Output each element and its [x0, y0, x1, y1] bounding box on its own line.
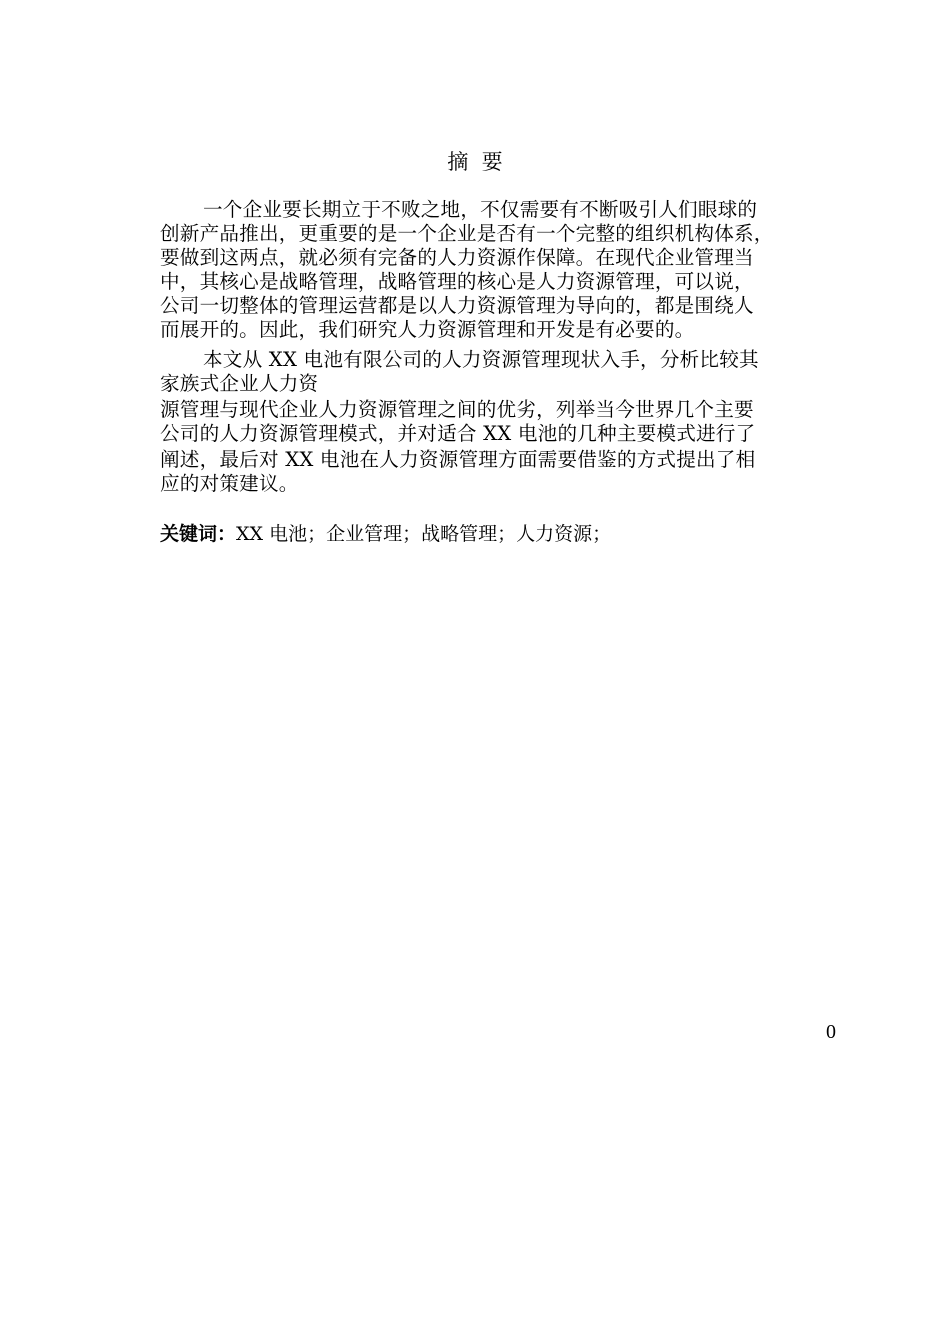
paragraph2-line: 阐述，最后对 XX 电池在人力资源管理方面需要借鉴的方式提出了相: [160, 448, 756, 471]
keywords-text: XX 电池；企业管理；战略管理；人力资源；: [236, 523, 612, 545]
paragraph2-line: 本文从 XX 电池有限公司的人力资源管理现状入手，分析比较其: [203, 348, 759, 371]
paragraph2-line: 家族式企业人力资: [160, 372, 319, 395]
paragraph1-line: 而展开的。因此，我们研究人力资源管理和开发是有必要的。: [160, 318, 695, 341]
paragraph1-line: 中，其核心是战略管理，战略管理的核心是人力资源管理，可以说，: [160, 270, 754, 293]
page-number: 0: [826, 1021, 836, 1043]
paragraph2-line: 源管理与现代企业人力资源管理之间的优劣，列举当今世界几个主要: [160, 398, 754, 421]
paragraph2-line: 应的对策建议。: [160, 472, 299, 495]
paragraph1-line: 公司一切整体的管理运营都是以人力资源管理为导向的，都是围绕人: [160, 294, 754, 317]
keywords-line: [160, 522, 611, 546]
keywords-label: 关键词：: [160, 523, 237, 545]
abstract-title: 摘 要: [447, 150, 503, 174]
paragraph2-line: 公司的人力资源管理模式，并对适合 XX 电池的几种主要模式进行了: [160, 422, 756, 445]
paragraph1-line: 一个企业要长期立于不败之地，不仅需要有不断吸引人们眼球的: [203, 198, 758, 221]
paragraph1-line: 创新产品推出，更重要的是一个企业是否有一个完整的组织机构体系，: [160, 222, 774, 245]
paragraph1-line: 要做到这两点，就必须有完备的人力资源作保障。在现代企业管理当: [160, 246, 754, 269]
